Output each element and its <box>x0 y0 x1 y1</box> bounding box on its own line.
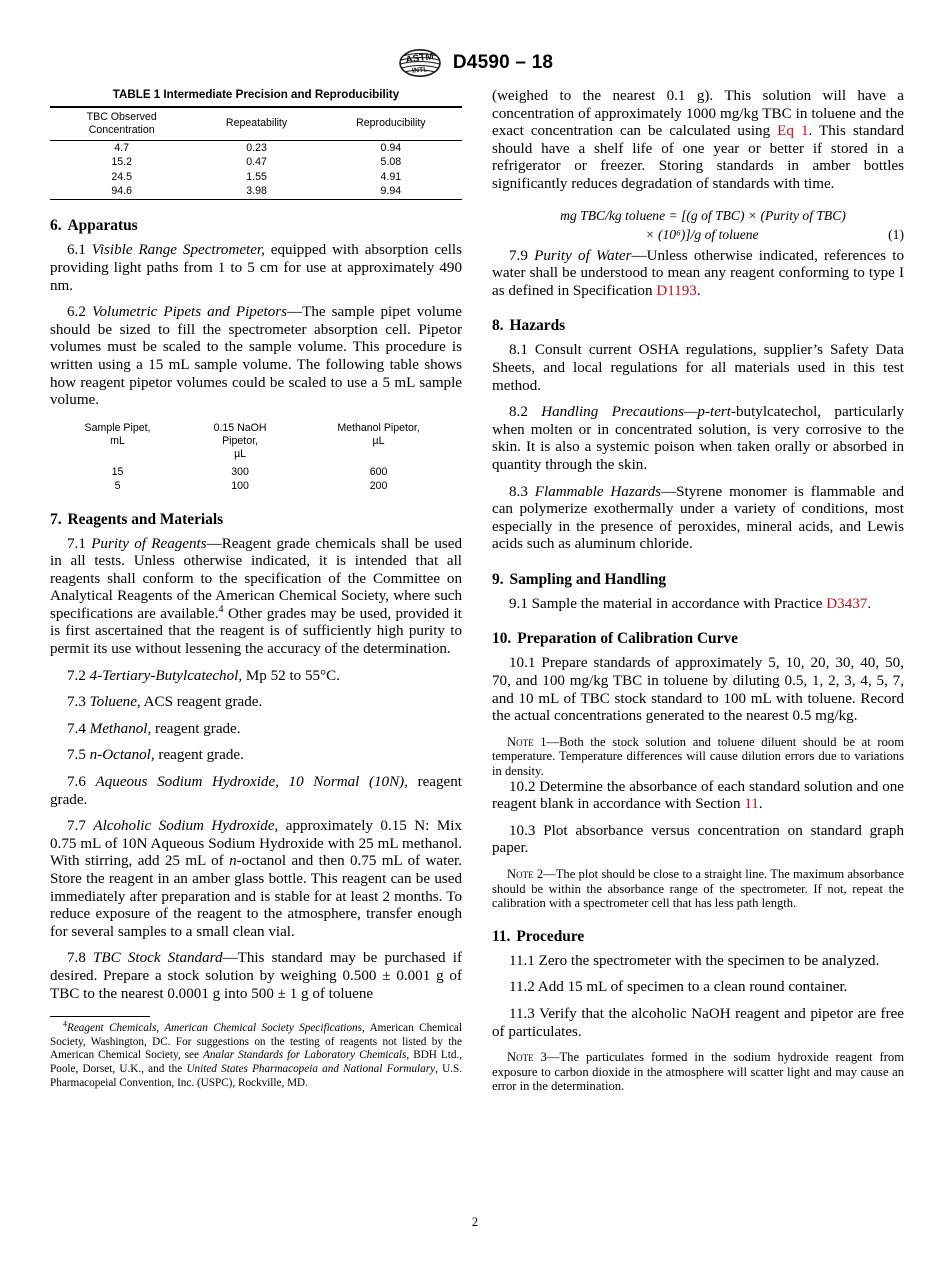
continuation-text: (weighed to the nearest 0.1 g). This solution will have a concentration of approximately 1000 mg/kg TBC in toluene and the exact concentration can be calculated using <box>492 88 904 140</box>
clause-7-6-term: Aqueous Sodium Hydroxide, 10 Normal (10N), <box>95 774 408 791</box>
clause-7-9-text-b: . <box>696 282 701 299</box>
paragraph-10-1 <box>492 655 904 725</box>
cell-methanol-pipetor: 600 <box>369 466 388 479</box>
section-7-title: Reagents and Materials <box>67 510 224 528</box>
paragraph-7-9 <box>492 248 904 301</box>
clause-7-4-text: reagent grade. <box>151 720 241 737</box>
paragraph-7-6 <box>50 774 462 809</box>
pipet-col-naoh: 0.15 NaOH Pipetor, µL <box>213 421 267 461</box>
note-1-text: —Both the stock solution and toluene diluent should be at room temperature. Temperature differences will cause dilution errors due to variations in density. <box>492 734 904 779</box>
clause-7-3-text: ACS reagent grade. <box>140 694 263 711</box>
section-6-title: Apparatus <box>67 217 138 235</box>
cell-concentration: 4.7 <box>114 141 130 154</box>
paragraph-7-1 <box>50 536 462 659</box>
clause-7-5-text: reagent grade. <box>154 747 244 764</box>
clause-7-7-number: 7.7 <box>67 818 86 835</box>
clause-7-9-number: 7.9 <box>509 247 528 264</box>
paragraph-9-1 <box>492 596 904 614</box>
clause-7-5-number: 7.5 <box>67 747 86 764</box>
link-eq-1[interactable]: Eq 1 <box>777 123 809 140</box>
clause-8-3-number: 8.3 <box>509 483 528 500</box>
footnote-text-1: American Chemical Society, Washington, DC. For suggestions on the testing of reagents not listed by the American Chemical Society, see <box>50 1022 462 1062</box>
equation-line-1: mg TBC/kg toluene = [(g of TBC) × (Purity of TBC) <box>560 207 846 223</box>
paragraph-7-4 <box>50 721 462 739</box>
clause-10-1-number: 10.1 <box>509 655 536 672</box>
clause-8-2-text: -butylcatechol, particularly when molten or in concentrated solution, is very corrosive to the skin. It is also a systemic poison when taken orally or absorbed in quantity through the skin. <box>492 404 904 473</box>
section-8-title: Hazards <box>509 317 566 335</box>
table-1 <box>50 106 462 200</box>
section-heading-10 <box>492 630 904 648</box>
clause-7-6-text: reagent grade. <box>50 774 462 808</box>
clause-7-3-number: 7.3 <box>67 694 86 711</box>
section-heading-7 <box>50 511 462 529</box>
note-2 <box>492 867 904 911</box>
paragraph-10-3 <box>492 823 904 858</box>
clause-7-4-number: 7.4 <box>67 720 86 737</box>
paragraph-7-8 <box>50 950 462 1003</box>
note-3-label: Note 3 <box>507 1050 547 1065</box>
cell-methanol-pipetor: 200 <box>369 479 388 492</box>
clause-8-2-term-b: —p-tert <box>684 404 731 421</box>
paragraph-7-2 <box>50 668 462 686</box>
cell-sample-pipet: 15 <box>111 466 124 479</box>
cell-concentration: 15.2 <box>111 156 132 169</box>
pipet-table-header-row <box>50 422 462 462</box>
footnote-title-3: United States Pharmacopeia and National Formulary <box>186 1062 436 1075</box>
note-1 <box>492 735 904 779</box>
cell-repeatability: 0.23 <box>246 141 267 154</box>
cell-naoh-pipetor: 100 <box>231 479 249 492</box>
equation-number: (1) <box>888 226 904 242</box>
equation-line-2: × (10⁶)]/g of toluene <box>645 226 759 242</box>
paragraph-6-1 <box>50 242 462 295</box>
clause-11-2-number: 11.2 <box>509 979 535 996</box>
cell-concentration: 24.5 <box>111 170 132 183</box>
continuation-text-b: . This standard should have a shelf life of one year or better if stored in a refrigerator or freezer. Storing standards in amber bottles significantly reduces degradation of standards with time. <box>492 123 905 192</box>
section-6-number: 6. <box>50 217 62 235</box>
clause-7-7-term: Alcoholic Sodium Hydroxide, <box>93 818 279 835</box>
paragraph-10-2 <box>492 779 904 814</box>
cell-reproducibility: 0.94 <box>380 141 402 154</box>
pipet-table-head <box>50 422 462 462</box>
cell-sample-pipet: 5 <box>114 479 121 492</box>
cell-concentration: 94.6 <box>111 185 132 198</box>
section-heading-8 <box>492 317 904 335</box>
section-9-title: Sampling and Handling <box>509 570 667 588</box>
table-1-head <box>50 107 462 141</box>
clause-7-1-term: Purity of Reagents <box>91 535 207 552</box>
clause-6-1-number: 6.1 <box>67 242 86 259</box>
section-9-number: 9. <box>492 570 504 588</box>
footnote-text-3: , U.S. Pharmacopeial Convention, Inc. (USPC), Rockville, MD. <box>50 1062 462 1089</box>
clause-11-2-text: Add 15 mL of specimen to a clean round container. <box>534 979 848 996</box>
note-3 <box>492 1050 904 1094</box>
clause-10-1-text: Prepare standards of approximately 5, 10, 20, 30, 40, 50, 70, and 100 mg/kg TBC in toluene by diluting 0.5, 1, 2, 3, 4, 5, 7, and 10 mL of TBC stock standard to 100 mL with toluene. Record the actual concentrations generated to the nearest 0.5 mg/kg. <box>492 655 904 725</box>
table-1-title: TABLE 1 Intermediate Precision and Reproducibility <box>112 88 400 101</box>
table-row <box>50 170 462 185</box>
clause-7-3-term: Toluene, <box>89 694 141 711</box>
clause-9-1-number: 9.1 <box>509 595 528 612</box>
right-column <box>492 88 904 1094</box>
table-1-col-reproducibility: Reproducibility <box>356 117 426 130</box>
clause-6-2-number: 6.2 <box>67 304 86 321</box>
cell-repeatability: 1.55 <box>246 170 267 183</box>
paragraph-7-3 <box>50 694 462 712</box>
table-1-header-row <box>50 107 462 141</box>
section-10-title: Preparation of Calibration Curve <box>517 630 738 648</box>
link-d1193[interactable]: D1193 <box>656 282 697 299</box>
clause-8-2-term: Handling Precautions <box>541 404 684 421</box>
clause-7-7-text-b: -octanol and then 0.75 mL of water. Store the reagent in an amber glass bottle. This reagent can be used immediately after preparation and is stable for at least 2 months. To reduce exposure of the reagent to the atmosphere, transfer enough for several samples to a small clean vial. <box>50 853 462 940</box>
clause-8-1-text: Consult current OSHA regulations, supplier’s Safety Data Sheets, and local regulations for all materials used in this test method. <box>492 342 904 394</box>
footnote-divider <box>50 1016 150 1017</box>
clause-7-7-term-b: n <box>229 853 237 870</box>
table-row <box>50 480 462 494</box>
section-11-number: 11. <box>492 927 511 945</box>
clause-7-2-term: 4-Tertiary-Butylcatechol, <box>89 667 243 684</box>
footnote-marker-4: 4 <box>218 603 224 615</box>
paragraph-8-2 <box>492 404 904 474</box>
clause-10-3-text: Plot absorbance versus concentration on standard graph paper. <box>492 822 904 857</box>
clause-7-8-term: TBC Stock Standard <box>93 950 223 967</box>
note-2-text: —The plot should be close to a straight line. The maximum absorbance should be within the absorbance range of the spectrometer. If not, repeat the calibration with a spectrometer cell that has less path length. <box>492 867 904 911</box>
clause-8-3-text: —Styrene monomer is flammable and can polymerize exothermally under a variety of conditions, most especially in the presence of peroxides, mineral acids, and Lewis acids such as aluminum chloride. <box>492 483 905 553</box>
page-header <box>0 48 950 78</box>
table-row <box>50 185 462 200</box>
clause-7-5-term: n-Octanol, <box>89 747 155 764</box>
cell-reproducibility: 4.91 <box>380 170 402 183</box>
cell-naoh-pipetor: 300 <box>231 466 249 479</box>
clause-9-1-text: Sample the material in accordance with Practice <box>527 595 827 612</box>
table-1-col-repeatability: Repeatability <box>225 117 288 130</box>
paragraph-7-7 <box>50 818 462 941</box>
clause-6-1-term: Visible Range Spectrometer, <box>91 242 265 259</box>
clause-7-8-text: —This standard may be purchased if desired. Prepare a stock solution by weighing 0.500 ± 0.001 g of TBC to the nearest 0.0001 g into 500 ± 1 g of toluene <box>50 950 462 1002</box>
note-1-label: Note 1 <box>507 734 547 749</box>
section-heading-9 <box>492 571 904 589</box>
pipet-table-body <box>50 461 462 493</box>
clause-11-1-text: Zero the spectrometer with the specimen to be analyzed. <box>534 952 880 969</box>
link-section-11[interactable]: 11 <box>744 796 759 813</box>
section-10-number: 10. <box>492 630 512 648</box>
section-7-number: 7. <box>50 510 62 528</box>
clause-10-2-text-b: . <box>758 796 763 813</box>
table-row <box>50 141 462 156</box>
table-1-block <box>50 88 462 200</box>
astm-logo-icon <box>397 48 443 78</box>
clause-7-4-term: Methanol, <box>89 720 152 737</box>
cell-reproducibility: 9.94 <box>380 185 402 198</box>
section-8-number: 8. <box>492 317 504 335</box>
clause-10-2-text: Determine the absorbance of each standard solution and one reagent blank in accordance with Section <box>492 778 904 813</box>
clause-7-1-number: 7.1 <box>67 535 86 552</box>
link-d3437[interactable]: D3437 <box>826 595 868 612</box>
clause-8-2-number: 8.2 <box>509 404 528 421</box>
paragraph-7-5 <box>50 747 462 765</box>
footnote-text-2: , BDH Ltd., Poole, Dorset, U.K., and the <box>50 1049 463 1075</box>
svg-text:INTL: INTL <box>411 66 428 75</box>
pipet-col-methanol: Methanol Pipetor, µL <box>337 421 420 447</box>
section-11-title: Procedure <box>516 927 585 945</box>
clause-8-1-number: 8.1 <box>509 342 528 359</box>
clause-11-3-number: 11.3 <box>509 1005 535 1022</box>
svg-text:ASTM: ASTM <box>404 51 435 66</box>
note-2-label: Note 2 <box>507 867 544 881</box>
clause-7-9-text: —Unless otherwise indicated, references to water shall be understood to mean any reagent conforming to type I as defined in Specification <box>492 247 905 299</box>
paragraph-8-1 <box>492 342 904 395</box>
paragraph-11-3 <box>492 1006 904 1041</box>
table-1-body <box>50 141 462 200</box>
cell-reproducibility: 5.08 <box>380 156 402 169</box>
table-1-col-concentration: TBC Observed Concentration <box>86 111 157 136</box>
paragraph-continuation-7-8 <box>492 88 904 194</box>
paragraph-11-1 <box>492 953 904 971</box>
clause-7-2-text: Mp 52 to 55°C. <box>242 667 340 684</box>
clause-6-2-term: Volumetric Pipets and Pipetors <box>91 304 288 321</box>
two-column-body <box>50 88 905 1094</box>
clause-7-1-text-a: —Reagent grade chemicals shall be used in all tests. Unless otherwise indicated, it is intended that all reagents shall conform to the specification of the Committee on Analytical Reagents of the American Chemical Society, where such specifications are available. <box>50 535 462 622</box>
clause-11-3-text: Verify that the alcoholic NaOH reagent and pipetor are free of particulates. <box>492 1005 904 1040</box>
clause-7-6-number: 7.6 <box>67 774 86 791</box>
note-3-text: —The particulates formed in the sodium hydroxide reagent from exposure to carbon dioxide in the atmosphere will scatter light and may cause an error in the determination. <box>492 1050 904 1094</box>
clause-7-7-text: approximately 0.15 N: Mix 0.75 mL of 10N Aqueous Sodium Hydroxide with 25 mL methanol. With stirring, add 25 mL of <box>50 818 462 870</box>
clause-6-1-text: equipped with absorption cells providing light paths from 1 to 5 cm for use at approximately 490 nm. <box>50 242 463 294</box>
equation-1-block <box>492 206 904 244</box>
footnote-title-2: Analar Standards for Laboratory Chemicals <box>203 1049 407 1062</box>
left-column <box>50 88 462 1094</box>
footnote-number: 4 <box>63 1019 67 1029</box>
clause-7-2-number: 7.2 <box>67 667 86 684</box>
footnote-4 <box>50 1019 463 1090</box>
clause-11-1-number: 11.1 <box>509 952 535 969</box>
table-row <box>50 156 462 171</box>
section-heading-11 <box>492 928 904 946</box>
section-heading-6 <box>50 217 462 235</box>
clause-10-3-number: 10.3 <box>509 822 536 839</box>
page-number: 2 <box>471 1215 479 1229</box>
cell-repeatability: 3.98 <box>246 185 267 198</box>
pipet-volume-table <box>50 422 462 494</box>
clause-9-1-text-b: . <box>867 595 872 612</box>
clause-7-9-term: Purity of Water <box>534 247 632 264</box>
clause-6-2-text: —The sample pipet volume should be sized to fill the spectrometer absorption cell. Pipetor volumes must be scaled to the sample volume. This procedure is written using a 15 mL sample volume. The following table shows how reagent pipetor volumes could be scaled to use a 5 mL sample volume. <box>50 304 462 409</box>
footnote-title-1: Reagent Chemicals, American Chemical Society Specifications, <box>67 1022 365 1035</box>
clause-7-8-number: 7.8 <box>67 950 86 967</box>
paragraph-8-3 <box>492 484 904 554</box>
clause-7-1-text-b: Other grades may be used, provided it is first ascertained that the reagent is of sufficiently high purity to permit its use without lessening the accuracy of the determination. <box>50 605 462 658</box>
table-row <box>50 461 462 480</box>
document-designation: D4590 – 18 <box>452 51 554 73</box>
cell-repeatability: 0.47 <box>246 156 267 169</box>
clause-8-3-term: Flammable Hazards <box>534 483 662 500</box>
paragraph-6-2 <box>50 304 462 410</box>
pipet-col-sample: Sample Pipet, mL <box>84 421 151 447</box>
paragraph-11-2 <box>492 979 904 997</box>
clause-10-2-number: 10.2 <box>509 778 536 795</box>
